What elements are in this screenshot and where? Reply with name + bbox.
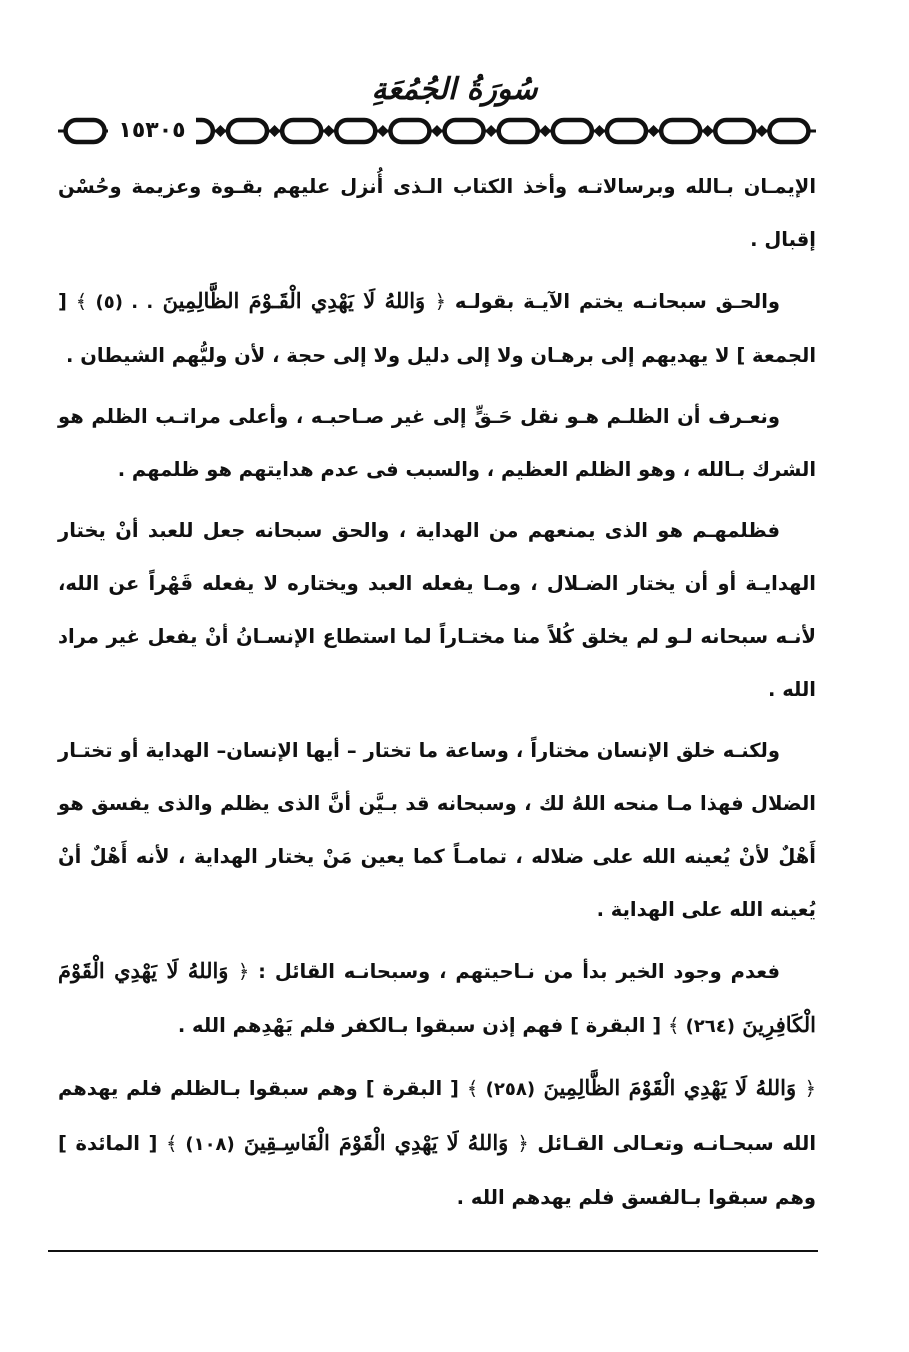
chain-link	[661, 120, 700, 142]
chain-link	[228, 120, 267, 142]
ornate-bracket-open-icon: ﴿	[517, 1132, 529, 1155]
chain-link	[715, 120, 754, 142]
ornate-bracket-close-icon: ﴾	[466, 1077, 486, 1100]
chain-link	[336, 120, 375, 142]
ornate-bracket-open-icon: ﴿	[434, 290, 446, 313]
paragraph-text: والحـق سبحانـه يختم الآيـة بقولـه	[446, 290, 781, 313]
body-text	[58, 160, 816, 1232]
ornate-bracket-close-icon: ﴾	[75, 290, 96, 313]
paragraph	[58, 390, 816, 496]
paragraph	[58, 504, 816, 716]
paragraph	[58, 1061, 816, 1224]
chain-diamond	[593, 125, 605, 137]
surah-title: سُورَةُ الجُمُعَةِ	[371, 72, 538, 107]
chain-diamond	[323, 125, 335, 137]
quran-verse: وَاللهُ لَا يَهْدِي الْقَوْمَ الْفَاسِـقِينَ	[234, 1130, 518, 1155]
verse-number: (١٠٨)	[185, 1134, 235, 1155]
verse-number: (٢٥٨)	[485, 1079, 536, 1100]
chain-link	[607, 120, 646, 142]
chain-link	[66, 120, 105, 142]
chain-diamond	[431, 125, 443, 137]
chain-link	[499, 120, 538, 142]
verse-number: (٢٦٤)	[685, 1016, 735, 1037]
chain-link	[445, 120, 484, 142]
paragraph-text: [ البقرة ] وهم سبقوا بـالظلم فلم يهدهم الله سبحـانـه وتعـالى القـائل	[58, 1077, 817, 1155]
paragraph-text: ولكنـه خلق الإنسان مختاراً ، وساعة ما تختار – أيها الإنسان– الهداية أو تختـار الضلال فهذا مـا منحه اللهُ لك ، وسبحانه قد بـيَّن أنَّ الذى يظلم والذى يفسق هو أَهْلٌ لأنْ يُعينه الله على ضلاله ، تمامـاً كما يعين مَنْ يختار الهداية ، لأنه أَهْلٌ أنْ يُعينه الله على الهداية .	[58, 739, 816, 921]
chain-diamond	[539, 125, 551, 137]
quran-verse: وَاللهُ لَا يَهْدِي الْقَوْمَ الْكَافِرِينَ	[58, 958, 816, 1037]
bottom-rule	[48, 1250, 818, 1252]
quran-verse: وَاللهُ لَا يَهْدِي الْقَوْمَ الظَّالِمِينَ	[535, 1075, 805, 1100]
chain-link	[553, 120, 592, 142]
chain-diamond	[702, 125, 714, 137]
verse-number: . . (٥)	[95, 292, 154, 313]
ornate-bracket-close-icon: ﴾	[667, 1014, 686, 1037]
paragraph-text: الإيمـان بـالله وبرسالاتـه وأخذ الكتاب الـذى أُنزل عليهم بقـوة وعزيمة وحُسْن إقبال .	[58, 175, 816, 251]
ornate-bracket-open-icon: ﴿	[237, 960, 250, 983]
chain-diamond	[214, 125, 226, 137]
paragraph-text: ونعـرف أن الظلـم هـو نقل حَـقٍّ إلى غير صـاحبـه ، وأعلى مراتـب الظلم هو الشرك بـالله ، وهو الظلم العظيم ، والسبب فى عدم هدايتهم هو ظلمهم .	[58, 405, 816, 481]
chain-link	[769, 120, 808, 142]
paragraph	[58, 944, 816, 1053]
chain-diamond	[756, 125, 768, 137]
page-number: ١٥٣٠٥	[108, 114, 196, 148]
paragraph	[58, 274, 816, 382]
paragraph-text: [ الجمعة ] لا يهديهم إلى برهـان ولا إلى دليل ولا إلى حجة ، لأن وليُّهم الشيطان .	[58, 290, 816, 367]
chain-diamond	[485, 125, 497, 137]
chain-link	[282, 120, 321, 142]
paragraph-text: فعدم وجود الخير بدأ من نـاحيتهم ، وسبحانـه القائل :	[249, 960, 780, 983]
chain-link	[390, 120, 429, 142]
ornate-bracket-open-icon: ﴿	[804, 1077, 817, 1100]
chain-diamond	[377, 125, 389, 137]
chain-diamond	[648, 125, 660, 137]
paragraph	[58, 724, 816, 936]
paragraph-text: فظلمهـم هو الذى يمنعهم من الهداية ، والحق سبحانه جعل للعبد أنْ يختار الهدايـة أو أن يختار الضـلال ، ومـا يفعله العبد ويختاره لا يفعله قَهْراً عن الله، لأنـه سبحانه لـو لم يخلق كُلاً منا مختـاراً لما استطاع الإنسـانُ أنْ يفعل غير مراد الله .	[58, 519, 816, 701]
quran-verse: وَاللهُ لَا يَهْدِي الْقَـوْمَ الظَّالِمِينَ	[153, 288, 435, 313]
paragraph	[58, 160, 816, 266]
paragraph-text: [ البقرة ] فهم إذن سبقوا بـالكفر فلم يَهْدِهم الله .	[177, 1014, 668, 1037]
paragraph-text: [ المائدة ] وهم سبقوا بـالفسق فلم يهدهم الله .	[58, 1132, 816, 1209]
chain-diamond	[269, 125, 281, 137]
ornate-bracket-close-icon: ﴾	[165, 1132, 186, 1155]
